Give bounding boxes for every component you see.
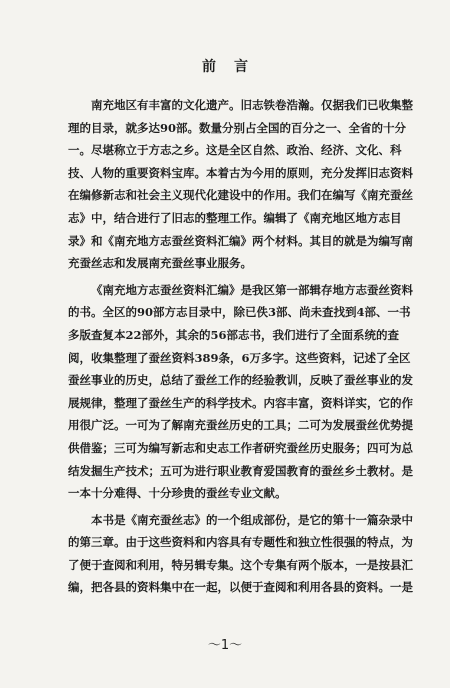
paragraph: 本书是《南充蚕丝志》的一个组成部份，是它的第十一篇杂录中的第三章。由于这些资料和内容具有专题性和独立性很强的特点，为了便于查阅和利用，特另辑专集。这个专集有两个版本，一是按县汇编，把各县的资料集中在一起，以便于查阅和利用各县的资料。一是 [68,512,413,595]
paragraph: 南充地区有丰富的文化遗产。旧志铁卷浩瀚。仅据我们已收集整理的目录，就多达90部。数量分别占全国的百分之一、全省的十分一。尽堪称立于方志之乡。这是全区自然、政治、经济、文化、科技、人物的重要资料宝库。本着古为今用的原则，充分发挥旧志资料在编修新志和社会主义现代化建设中的作用。我们在编写《南充蚕丝志》中，结合进行了旧志的整理工作。编辑了《南充地区地方志目录》和《南充地方志蚕丝资料汇编》两个材料。其目的就是为编写南充蚕丝志和发展南充蚕丝事业服务。 [68,98,413,271]
body-text [68,94,416,603]
page-number: ～1～ [207,638,243,653]
paragraph: 《南充地方志蚕丝资料汇编》是我区第一部辑存地方志蚕丝资料的书。全区的90部方志目录中，除已佚3部、尚未查找到4部、一书多版查复本22部外，其余的56部志书，我们进行了全面系统的查阅，收集整理了蚕丝资料389条，6万多字。这些资料，记述了全区蚕丝事业的历史，总结了蚕丝工作的经验教训，反映了蚕丝事业的发展规律，整理了蚕丝生产的科学技术。内容丰富，资料详实，它的作用很广泛。一可为了解南充蚕丝历史的工具；二可为发展蚕丝优势提供借鉴；三可为编写新志和史志工作者研究蚕丝历史服务；四可为总结发掘生产技术；五可为进行职业教育爱国教育的蚕丝乡土教材。是一本十分难得、十分珍贵的蚕丝专业文献。 [68,282,413,501]
page-title: 前言 [202,59,266,75]
